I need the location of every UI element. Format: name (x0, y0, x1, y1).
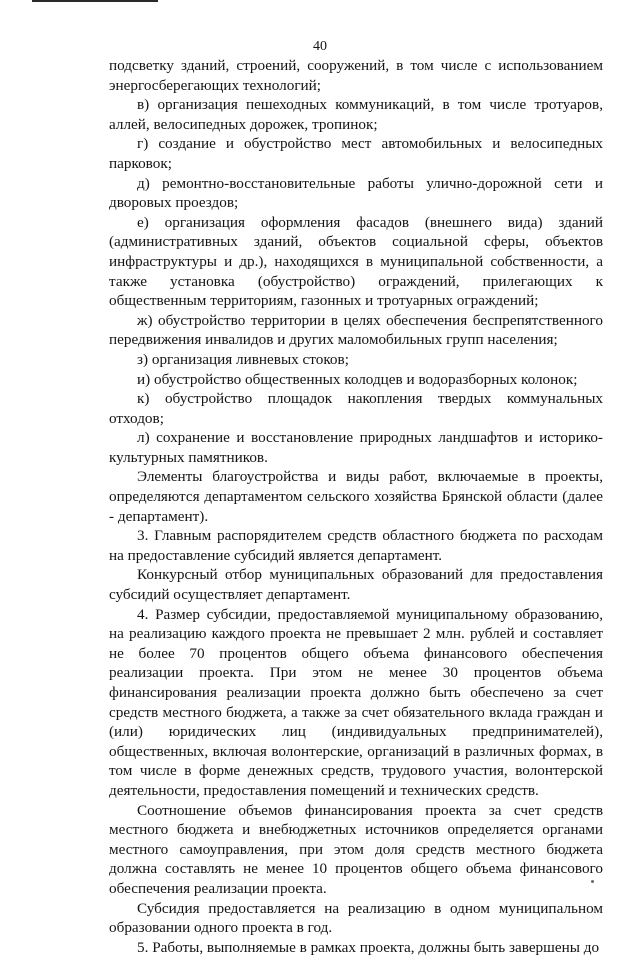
document-body (109, 56, 603, 957)
paragraph: д) ремонтно-восстановительные работы улично-дорожной сети и дворовых проездов; (109, 174, 603, 212)
paragraph: 4. Размер субсидии, предоставляемой муниципальному образованию, на реализацию каждого проекта не превышает 2 млн. рублей и составляет не более 70 процентов общего объема финансового обеспечения реализации проекта. При этом не менее 30 процентов объема финансирования реализации проекта должно быть обеспечено за счет средств местного бюджета, а также за счет обязательного вклада граждан и (или) юридических лиц (индивидуальных предпринимателей), общественных, включая волонтерские, организаций в различных формах, в том числе в форме денежных средств, трудового участия, волонтерской деятельности, предоставления помещений и технических средств. (109, 605, 603, 799)
paragraph: Конкурсный отбор муниципальных образований для предоставления субсидий осуществляет департамент. (109, 566, 603, 604)
paragraph: Соотношение объемов финансирования проекта за счет средств местного бюджета и внебюджетных источников определяется органами местного самоуправления, при этом доля средств местного бюджета должна составлять не менее 10 процентов общего объема финансового обеспечения реализации проекта. (109, 801, 603, 897)
paragraph: 3. Главным распорядителем средств областного бюджета по расходам на предоставление субсидий является департамент. (109, 527, 603, 564)
paragraph: Элементы благоустройства и виды работ, включаемые в проекты, определяются департаментом сельского хозяйства Брянской области (далее - департамент). (109, 468, 603, 525)
paragraph: и) обустройство общественных колодцев и водоразборных колонок; (137, 370, 578, 388)
paragraph: г) создание и обустройство мест автомобильных и велосипедных парковок; (109, 135, 603, 172)
paragraph: Субсидия предоставляется на реализацию в одном муниципальном образовании одного проекта в год. (109, 899, 603, 937)
paragraph: к) обустройство площадок накопления твердых коммунальных отходов; (109, 390, 603, 427)
paragraph: в) организация пешеходных коммуникаций, в том числе тротуаров, аллей, велосипедных дорожек, тропинок; (109, 96, 603, 133)
paragraph: подсветку зданий, строений, сооружений, в том числе с использованием энергосберегающих технологий; (109, 57, 603, 94)
paragraph: е) организация оформления фасадов (внешнего вида) зданий (административных зданий, объектов социальной сферы, объектов инфраструктуры и др.), находящихся в муниципальной собственности, а также установка (обустройство) ограждений, прилегающих к общественным территориям, газонных и тротуарных ограждений; (109, 213, 603, 310)
page-number: 40 (313, 39, 327, 54)
top-edge-rule (32, 0, 158, 2)
paragraph: л) сохранение и восстановление природных ландшафтов и историко-культурных памятников. (109, 429, 603, 466)
paragraph: ж) обустройство территории в целях обеспечения беспрепятственного передвижения инвалидов и других маломобильных групп населения; (109, 311, 603, 349)
paragraph: 5. Работы, выполняемые в рамках проекта, должны быть завершены до (137, 938, 600, 956)
paragraph: з) организация ливневых стоков; (137, 350, 349, 368)
scan-speck (591, 880, 594, 883)
